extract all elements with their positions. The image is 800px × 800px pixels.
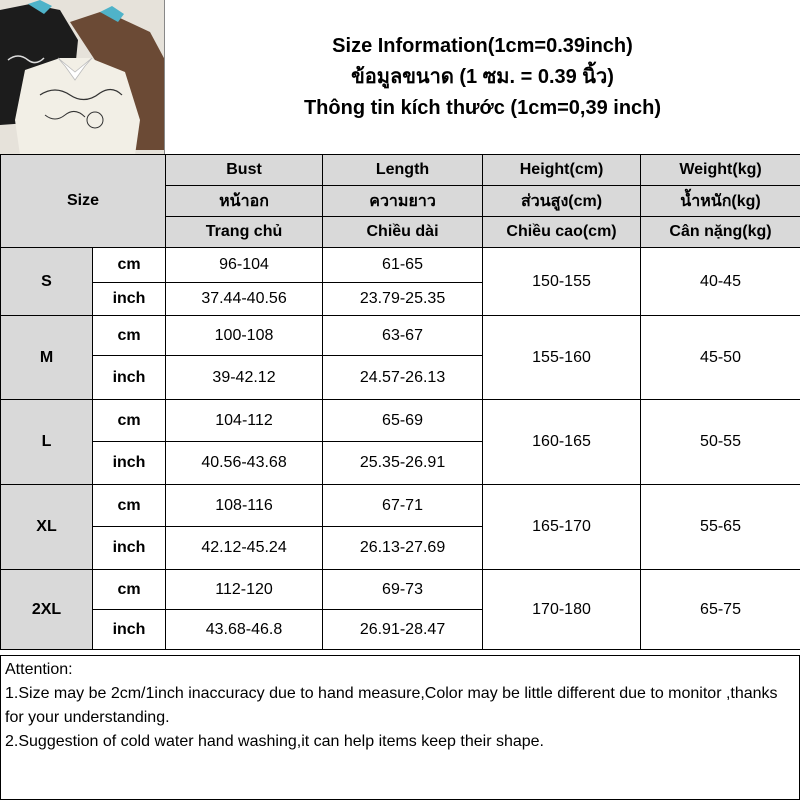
length-header-th: ความยาว	[323, 186, 483, 217]
bust-header-vi: Trang chủ	[166, 217, 323, 248]
height-value: 155-160	[483, 316, 641, 400]
weight-value: 45-50	[641, 316, 800, 400]
sweatshirt-product-photo-icon	[0, 0, 165, 155]
weight-header-vi: Cân nặng(kg)	[641, 217, 800, 248]
attention-note-1: 1.Size may be 2cm/1inch inaccuracy due to hand measure,Color may be little different due to monitor ,thanks for your understanding.	[5, 685, 778, 726]
bust-value: 42.12-45.24	[166, 527, 323, 570]
size-label: L	[1, 400, 93, 485]
table-row	[1, 400, 800, 442]
height-value: 170-180	[483, 570, 641, 650]
bust-value: 100-108	[166, 316, 323, 356]
bust-header-th: หน้าอก	[166, 186, 323, 217]
weight-value: 65-75	[641, 570, 800, 650]
size-label: 2XL	[1, 570, 93, 650]
weight-header-en: Weight(kg)	[641, 155, 800, 186]
bust-value: 108-116	[166, 485, 323, 527]
length-value: 24.57-26.13	[323, 356, 483, 400]
length-header-en: Length	[323, 155, 483, 186]
unit-label: inch	[93, 610, 166, 650]
height-value: 150-155	[483, 248, 641, 316]
unit-label: cm	[93, 316, 166, 356]
header-title-vietnamese: Thông tin kích thước (1cm=0,39 inch)	[303, 97, 662, 119]
size-label: S	[1, 248, 93, 316]
bust-value: 37.44-40.56	[166, 283, 323, 316]
length-value: 26.91-28.47	[323, 610, 483, 650]
table-row	[1, 316, 800, 356]
height-header-th: ส่วนสูง(cm)	[483, 186, 641, 217]
table-row	[1, 485, 800, 527]
length-value: 65-69	[323, 400, 483, 442]
length-value: 26.13-27.69	[323, 527, 483, 570]
header-title-thai: ข้อมูลขนาด (1 ซม. = 0.39 นิ้ว)	[351, 66, 614, 88]
length-value: 61-65	[323, 248, 483, 283]
attention-title: Attention:	[5, 661, 73, 678]
size-chart-table	[0, 154, 800, 650]
bust-value: 104-112	[166, 400, 323, 442]
length-value: 63-67	[323, 316, 483, 356]
unit-label: inch	[93, 283, 166, 316]
unit-label: cm	[93, 400, 166, 442]
unit-label: inch	[93, 356, 166, 400]
unit-label: inch	[93, 527, 166, 570]
length-value: 69-73	[323, 570, 483, 610]
bust-header-en: Bust	[166, 155, 323, 186]
size-label: M	[1, 316, 93, 400]
weight-header-th: น้ำหนัก(kg)	[641, 186, 800, 217]
unit-label: cm	[93, 485, 166, 527]
product-photo	[0, 0, 165, 155]
header-title-english: Size Information(1cm=0.39inch)	[332, 35, 633, 57]
length-value: 25.35-26.91	[323, 442, 483, 485]
table-row	[1, 248, 800, 283]
bust-value: 96-104	[166, 248, 323, 283]
unit-label: cm	[93, 570, 166, 610]
height-value: 160-165	[483, 400, 641, 485]
length-header-vi: Chiều dài	[323, 217, 483, 248]
weight-value: 40-45	[641, 248, 800, 316]
bust-value: 112-120	[166, 570, 323, 610]
table-row	[1, 570, 800, 610]
height-header-en: Height(cm)	[483, 155, 641, 186]
attention-notes	[0, 655, 800, 800]
size-label: XL	[1, 485, 93, 570]
length-value: 23.79-25.35	[323, 283, 483, 316]
bust-value: 43.68-46.8	[166, 610, 323, 650]
size-column-header: Size	[1, 155, 166, 248]
height-header-vi: Chiều cao(cm)	[483, 217, 641, 248]
height-value: 165-170	[483, 485, 641, 570]
weight-value: 50-55	[641, 400, 800, 485]
bust-value: 39-42.12	[166, 356, 323, 400]
unit-label: inch	[93, 442, 166, 485]
weight-value: 55-65	[641, 485, 800, 570]
unit-label: cm	[93, 248, 166, 283]
attention-note-2: 2.Suggestion of cold water hand washing,it can help items keep their shape.	[5, 733, 544, 750]
length-value: 67-71	[323, 485, 483, 527]
bust-value: 40.56-43.68	[166, 442, 323, 485]
size-info-header	[165, 0, 800, 155]
